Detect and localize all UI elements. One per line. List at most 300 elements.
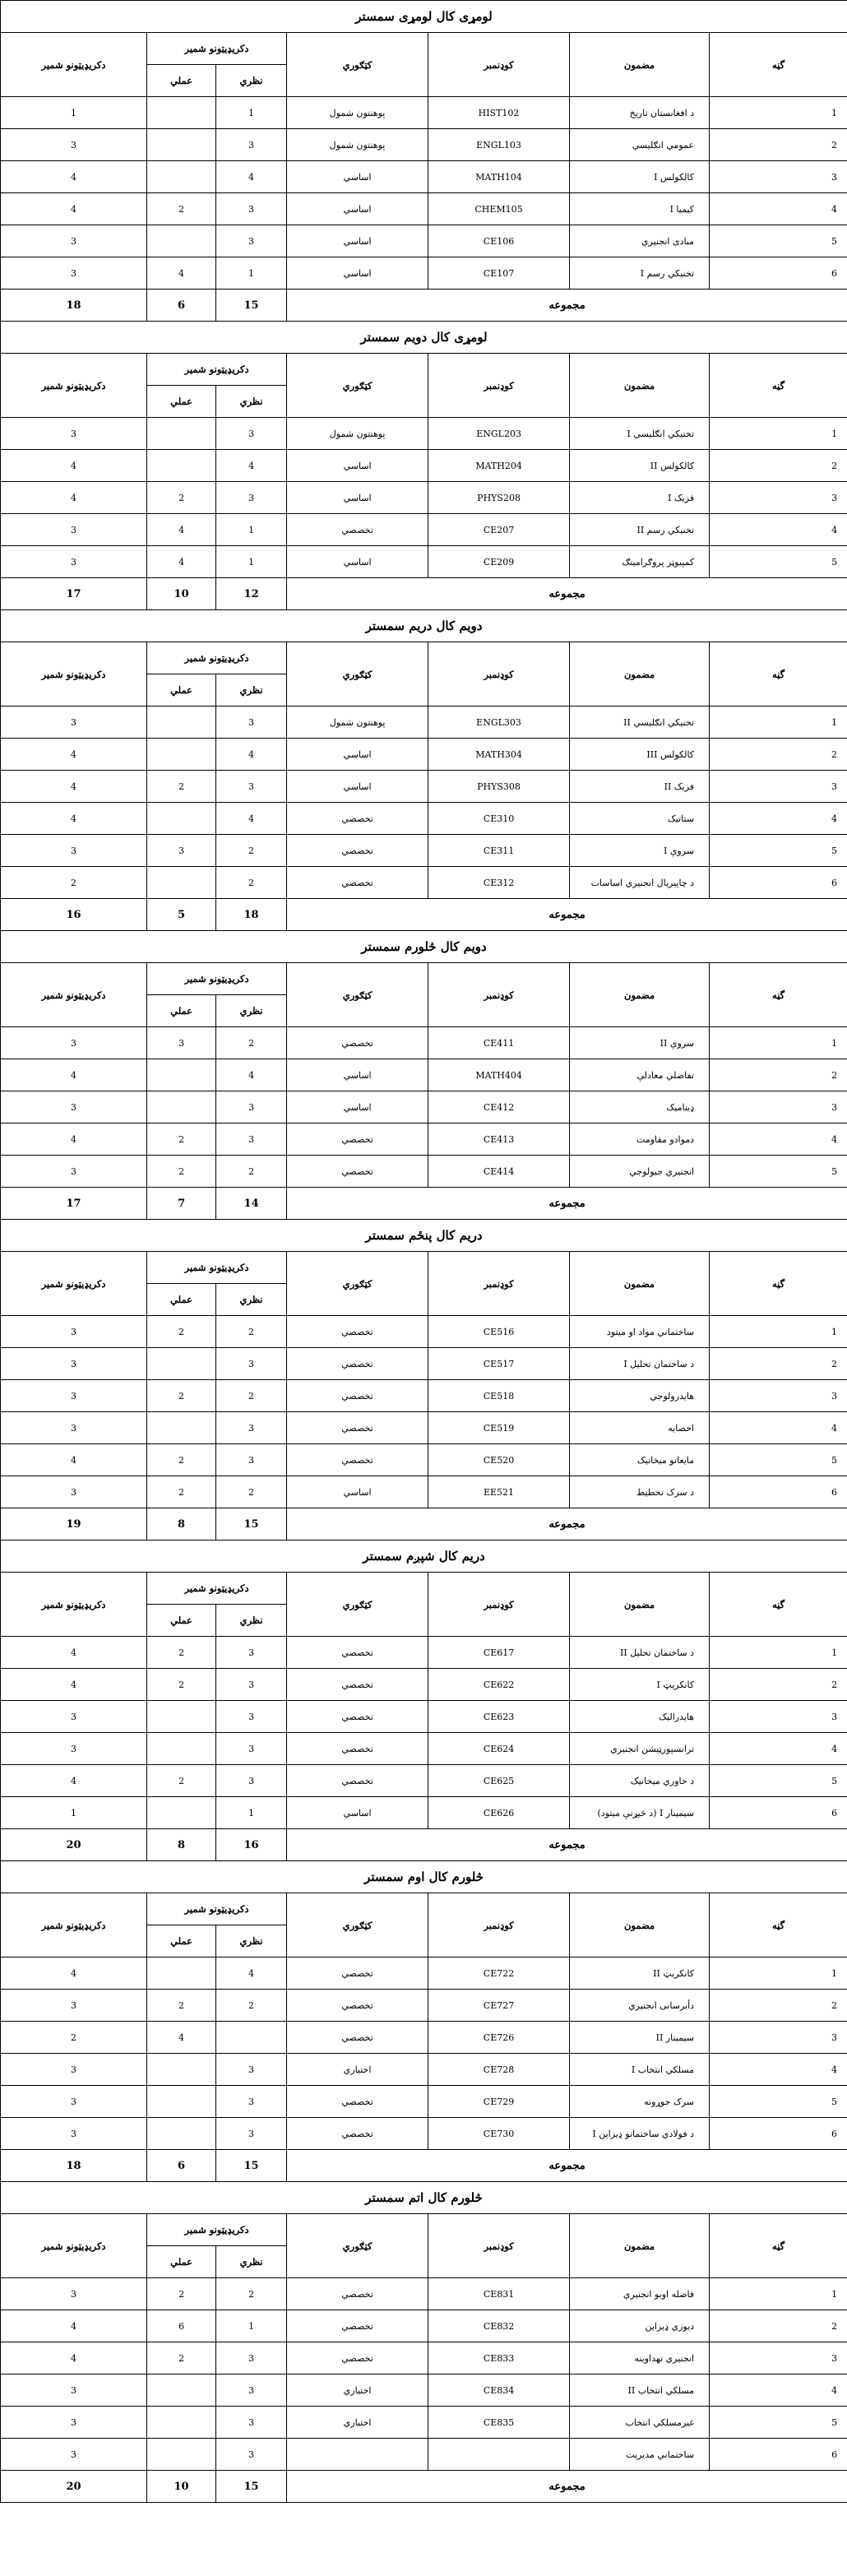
course-category: تخصصي [287,2310,428,2342]
table-row [1,1444,847,1476]
table-row [1,1957,847,1990]
course-code: CE312 [428,867,570,899]
header-code: کوډنمبر [428,2214,570,2278]
semester-table [0,609,847,931]
course-theory-credits: 3 [216,771,287,803]
course-theory-credits: 3 [216,1637,287,1669]
header-total-credits: دکریډیټونو شمیر [1,354,147,418]
course-theory-credits: 2 [216,867,287,899]
course-category: پوهنتون شمول [287,97,428,129]
course-number: 3 [710,482,847,514]
course-theory-credits: 2 [216,1990,287,2022]
sum-practical: 6 [147,290,216,322]
course-subject: ستاتیک [570,803,710,835]
course-total-credits: 3 [1,1316,147,1348]
course-theory-credits: 1 [216,514,287,546]
course-subject: هایدرولوجي [570,1380,710,1412]
sum-theory: 18 [216,899,287,931]
header-theory: نظري [216,1925,287,1957]
table-row [1,1637,847,1669]
course-theory-credits: 2 [216,1027,287,1059]
header-credit-group: دکریډیټونو شمیر [147,354,287,386]
course-total-credits: 2 [1,867,147,899]
header-theory: نظري [216,995,287,1027]
course-code: CE516 [428,1316,570,1348]
table-row [1,2278,847,2310]
course-number: 4 [710,193,847,225]
course-code: CE413 [428,1124,570,1156]
header-subject: مضمون [570,642,710,707]
course-total-credits: 4 [1,739,147,771]
header-theory: نظري [216,674,287,707]
table-row [1,450,847,482]
header-practical: عملي [147,674,216,707]
course-category: تخصصي [287,514,428,546]
sum-total: 17 [1,578,147,610]
header-practical: عملي [147,65,216,97]
course-code: CE730 [428,2118,570,2150]
course-total-credits: 3 [1,2086,147,2118]
table-row [1,1380,847,1412]
header-number: گڼه [710,642,847,707]
course-total-credits: 3 [1,129,147,161]
sum-theory: 14 [216,1188,287,1220]
course-practical-credits [147,803,216,835]
table-row [1,1059,847,1091]
course-subject: سیمینار II [570,2022,710,2054]
course-number: 3 [710,1091,847,1124]
sum-total: 16 [1,899,147,931]
course-theory-credits: 1 [216,97,287,129]
course-subject: کالکولس III [570,739,710,771]
course-subject: تخنیکي انګلیسي I [570,418,710,450]
course-total-credits: 3 [1,257,147,290]
table-row [1,2342,847,2374]
course-theory-credits: 3 [216,2342,287,2374]
course-practical-credits [147,1348,216,1380]
course-number: 5 [710,225,847,257]
table-row [1,1156,847,1188]
course-code: CE520 [428,1444,570,1476]
course-category: پوهنتون شمول [287,707,428,739]
course-number: 2 [710,739,847,771]
sum-theory: 15 [216,2150,287,2182]
course-total-credits: 3 [1,418,147,450]
course-code: MATH104 [428,161,570,193]
header-number: گڼه [710,354,847,418]
course-subject: عمومي انګلیسي [570,129,710,161]
semester-title: دویم کال څلورم سمستر [1,931,847,963]
course-number: 1 [710,1957,847,1990]
course-total-credits: 4 [1,803,147,835]
course-number: 2 [710,2310,847,2342]
sum-practical: 10 [147,2471,216,2503]
course-theory-credits: 3 [216,1348,287,1380]
course-total-credits: 4 [1,1669,147,1701]
course-practical-credits: 2 [147,1380,216,1412]
course-number: 2 [710,450,847,482]
course-subject: د ساختمان تحلیل II [570,1637,710,1669]
table-row [1,2022,847,2054]
course-category: پوهنتون شمول [287,418,428,450]
course-code: CE622 [428,1669,570,1701]
header-subject: مضمون [570,963,710,1027]
course-number: 4 [710,1733,847,1765]
course-category: تخصصي [287,1348,428,1380]
course-theory-credits: 4 [216,1957,287,1990]
course-category: تخصصي [287,2278,428,2310]
course-category: پوهنتون شمول [287,129,428,161]
course-code: MATH304 [428,739,570,771]
header-total-credits: دکریډیټونو شمیر [1,642,147,707]
course-category: تخصصي [287,803,428,835]
course-number: 5 [710,2086,847,2118]
table-row [1,2118,847,2150]
course-subject: کمپیوټر پروګرامینګ [570,546,710,578]
course-subject: ډینامیک [570,1091,710,1124]
header-code: کوډنمبر [428,354,570,418]
course-category: تخصصي [287,1316,428,1348]
course-number: 5 [710,835,847,867]
sum-row [1,899,847,931]
course-category: اساسي [287,771,428,803]
course-subject: انجنیري تهداوینه [570,2342,710,2374]
course-subject: کانکریټ I [570,1669,710,1701]
course-practical-credits [147,2118,216,2150]
course-code: CE414 [428,1156,570,1188]
course-total-credits: 3 [1,2439,147,2471]
header-subject: مضمون [570,354,710,418]
header-number: گڼه [710,963,847,1027]
table-row [1,803,847,835]
course-category: تخصصي [287,1412,428,1444]
course-practical-credits [147,707,216,739]
course-theory-credits: 3 [216,1669,287,1701]
course-practical-credits [147,1733,216,1765]
sum-total: 19 [1,1508,147,1541]
course-category: اساسي [287,193,428,225]
course-total-credits: 3 [1,1091,147,1124]
course-theory-credits: 3 [216,1765,287,1797]
header-practical: عملي [147,386,216,418]
course-category: تخصصي [287,835,428,867]
header-subject: مضمون [570,2214,710,2278]
course-code: PHYS308 [428,771,570,803]
course-total-credits: 3 [1,1380,147,1412]
course-number: 3 [710,1380,847,1412]
sum-theory: 15 [216,290,287,322]
course-subject: دموادو مقاومت [570,1124,710,1156]
course-total-credits: 3 [1,2278,147,2310]
course-subject: دأبرسانی انجنیري [570,1990,710,2022]
course-theory-credits: 1 [216,257,287,290]
course-category: تخصصي [287,1701,428,1733]
course-code: CHEM105 [428,193,570,225]
course-code: CE106 [428,225,570,257]
course-practical-credits [147,1701,216,1733]
course-category: تخصصي [287,1380,428,1412]
course-code: CE311 [428,835,570,867]
course-total-credits: 4 [1,450,147,482]
course-practical-credits: 2 [147,1316,216,1348]
header-theory: نظري [216,1284,287,1316]
course-subject: مبادی انجنیري [570,225,710,257]
header-credit-group: دکریډیټونو شمیر [147,33,287,65]
semester-title: لومړی کال دویم سمستر [1,322,847,354]
header-number: گڼه [710,1893,847,1957]
course-practical-credits [147,97,216,129]
table-row [1,1797,847,1829]
course-code: CE729 [428,2086,570,2118]
sum-row [1,1829,847,1861]
course-theory-credits: 3 [216,2054,287,2086]
header-practical: عملي [147,2246,216,2278]
sum-practical: 7 [147,1188,216,1220]
course-practical-credits: 2 [147,2342,216,2374]
header-total-credits: دکریډیټونو شمیر [1,1573,147,1637]
sum-practical: 8 [147,1829,216,1861]
course-total-credits: 3 [1,225,147,257]
header-code: کوډنمبر [428,1252,570,1316]
header-code: کوډنمبر [428,1893,570,1957]
course-total-credits: 2 [1,2022,147,2054]
course-practical-credits [147,1797,216,1829]
course-total-credits: 3 [1,835,147,867]
course-subject: مایعاتو میخانیک [570,1444,710,1476]
semester-title: څلورم کال اوم سمستر [1,1861,847,1893]
course-subject: فزیک I [570,482,710,514]
course-number: 6 [710,257,847,290]
sum-row [1,1508,847,1541]
semester-title: څلورم کال اتم سمستر [1,2182,847,2214]
header-number: گڼه [710,33,847,97]
sum-theory: 16 [216,1829,287,1861]
course-number: 6 [710,2118,847,2150]
course-number: 6 [710,2439,847,2471]
semester-table [0,2181,847,2503]
course-subject: ساختماني مواد او میتود [570,1316,710,1348]
course-practical-credits: 2 [147,1765,216,1797]
course-theory-credits: 3 [216,2374,287,2407]
course-category: تخصصي [287,1733,428,1765]
header-total-credits: دکریډیټونو شمیر [1,1893,147,1957]
course-practical-credits [147,450,216,482]
course-code: CE518 [428,1380,570,1412]
sum-total: 20 [1,1829,147,1861]
sum-practical: 6 [147,2150,216,2182]
table-row [1,1669,847,1701]
course-total-credits: 4 [1,161,147,193]
course-subject: کانکریټ II [570,1957,710,1990]
course-number: 4 [710,2374,847,2407]
table-row [1,739,847,771]
course-category: اختیاري [287,2374,428,2407]
course-code: CE207 [428,514,570,546]
course-theory-credits: 3 [216,1091,287,1124]
course-code: CE617 [428,1637,570,1669]
header-category: کټګوري [287,1252,428,1316]
sum-total: 20 [1,2471,147,2503]
course-theory-credits: 3 [216,1124,287,1156]
header-category: کټګوري [287,33,428,97]
sum-label: مجموعه [287,1188,847,1220]
sum-total: 18 [1,290,147,322]
course-number: 5 [710,2407,847,2439]
table-row [1,546,847,578]
course-theory-credits: 2 [216,1380,287,1412]
table-row [1,1765,847,1797]
course-total-credits: 3 [1,1412,147,1444]
course-subject: سرک جوړونه [570,2086,710,2118]
course-number: 2 [710,1669,847,1701]
course-number: 1 [710,418,847,450]
course-theory-credits: 3 [216,1412,287,1444]
semester-table [0,0,847,322]
course-category: اساسي [287,450,428,482]
header-subject: مضمون [570,1573,710,1637]
course-subject: د افغانستان تاریخ [570,97,710,129]
course-practical-credits [147,2054,216,2086]
course-category: اساسي [287,161,428,193]
course-total-credits: 3 [1,2118,147,2150]
table-row [1,482,847,514]
table-row [1,2310,847,2342]
course-subject: تخنیکي رسم II [570,514,710,546]
sum-practical: 8 [147,1508,216,1541]
course-subject: فزیک II [570,771,710,803]
course-practical-credits [147,739,216,771]
table-row [1,1701,847,1733]
sum-row [1,2150,847,2182]
course-total-credits: 3 [1,1476,147,1508]
course-code: ENGL203 [428,418,570,450]
course-category: تخصصي [287,1156,428,1188]
course-practical-credits: 4 [147,546,216,578]
course-code: CE517 [428,1348,570,1380]
course-number: 2 [710,1059,847,1091]
table-row [1,193,847,225]
course-theory-credits: 3 [216,2407,287,2439]
header-credit-group: دکریډیټونو شمیر [147,1893,287,1925]
course-category: تخصصي [287,867,428,899]
header-number: گڼه [710,1252,847,1316]
header-subject: مضمون [570,33,710,97]
course-code: CE833 [428,2342,570,2374]
sum-total: 18 [1,2150,147,2182]
header-credit-group: دکریډیټونو شمیر [147,2214,287,2246]
course-theory-credits: 3 [216,2086,287,2118]
table-row [1,707,847,739]
table-row [1,1733,847,1765]
course-subject: غیرمسلکي انتخاب [570,2407,710,2439]
course-number: 2 [710,1348,847,1380]
header-theory: نظري [216,2246,287,2278]
course-theory-credits: 4 [216,739,287,771]
course-code: CE107 [428,257,570,290]
header-code: کوډنمبر [428,1573,570,1637]
header-total-credits: دکریډیټونو شمیر [1,2214,147,2278]
header-credit-group: دکریډیټونو شمیر [147,1573,287,1605]
course-theory-credits: 3 [216,418,287,450]
header-practical: عملي [147,995,216,1027]
course-practical-credits: 2 [147,193,216,225]
course-number: 1 [710,2278,847,2310]
table-row [1,1990,847,2022]
course-total-credits: 4 [1,482,147,514]
course-theory-credits: 2 [216,835,287,867]
course-category: تخصصي [287,1957,428,1990]
course-theory-credits: 3 [216,1733,287,1765]
header-total-credits: دکریډیټونو شمیر [1,1252,147,1316]
course-theory-credits: 3 [216,1444,287,1476]
table-row [1,2054,847,2086]
course-practical-credits [147,2407,216,2439]
course-category: اساسي [287,1091,428,1124]
course-total-credits: 4 [1,193,147,225]
course-category: تخصصي [287,1027,428,1059]
header-category: کټګوري [287,642,428,707]
course-category: اختیاري [287,2407,428,2439]
course-number: 6 [710,1476,847,1508]
course-practical-credits [147,129,216,161]
sum-label: مجموعه [287,1829,847,1861]
course-code: HIST102 [428,97,570,129]
course-total-credits: 4 [1,2310,147,2342]
header-category: کټګوري [287,1573,428,1637]
course-practical-credits [147,1091,216,1124]
table-row [1,257,847,290]
semester-title: دویم کال دریم سمستر [1,610,847,642]
sum-row [1,290,847,322]
semester-table [0,1540,847,1861]
course-number: 3 [710,771,847,803]
sum-total: 17 [1,1188,147,1220]
course-number: 5 [710,1444,847,1476]
course-total-credits: 4 [1,2342,147,2374]
course-total-credits: 3 [1,2374,147,2407]
header-credit-group: دکریډیټونو شمیر [147,642,287,674]
course-subject: مسلکي انتخاب I [570,2054,710,2086]
course-subject: کالکولس I [570,161,710,193]
course-subject: احصایه [570,1412,710,1444]
course-number: 3 [710,1701,847,1733]
course-subject: تخنیکي رسم I [570,257,710,290]
course-code: CE722 [428,1957,570,1990]
course-code: CE519 [428,1412,570,1444]
course-practical-credits [147,1957,216,1990]
course-category: اساسي [287,257,428,290]
course-category: تخصصي [287,2086,428,2118]
header-theory: نظري [216,386,287,418]
sum-label: مجموعه [287,290,847,322]
semester-table [0,1860,847,2182]
course-code: CE831 [428,2278,570,2310]
course-total-credits: 3 [1,1348,147,1380]
table-row [1,835,847,867]
course-practical-credits: 3 [147,1027,216,1059]
table-row [1,2086,847,2118]
course-code: CE625 [428,1765,570,1797]
course-code: CE209 [428,546,570,578]
course-number: 3 [710,161,847,193]
course-category: تخصصي [287,2118,428,2150]
course-practical-credits: 4 [147,2022,216,2054]
course-total-credits: 3 [1,514,147,546]
course-practical-credits [147,867,216,899]
course-total-credits: 4 [1,1059,147,1091]
course-code: CE310 [428,803,570,835]
table-row [1,97,847,129]
